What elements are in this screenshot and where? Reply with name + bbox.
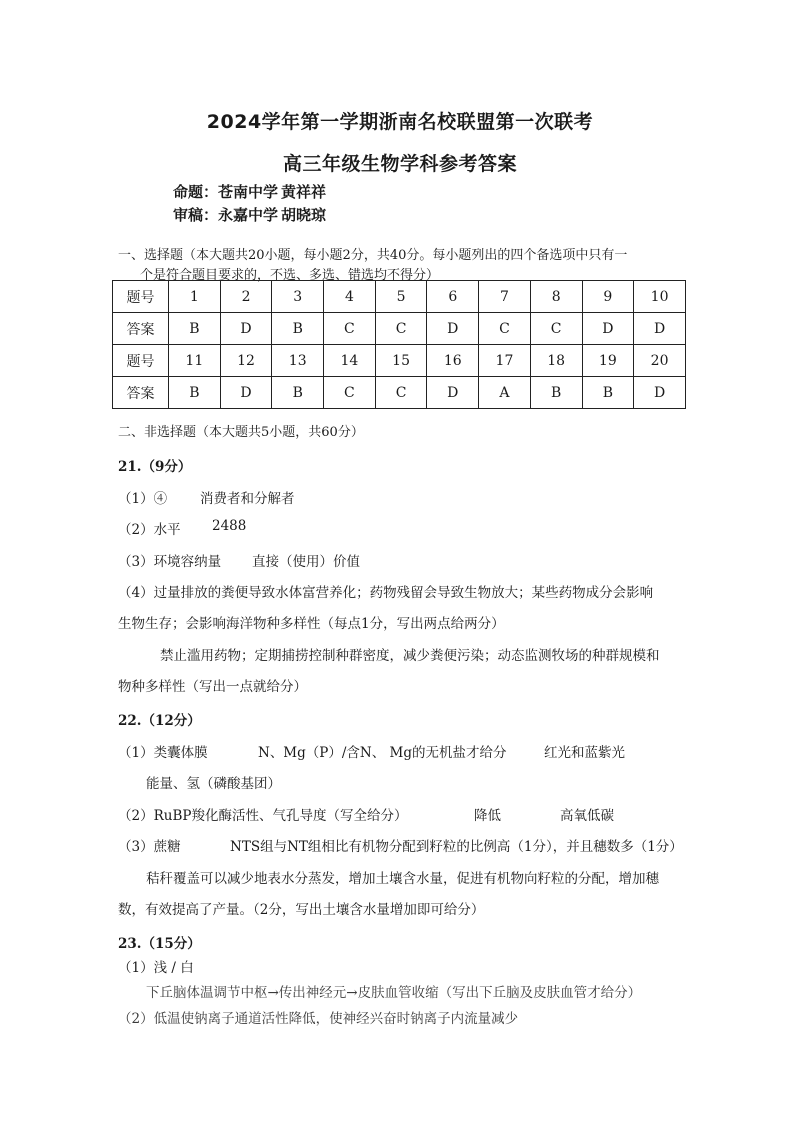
question-number-cell: 6: [427, 281, 479, 313]
answer-cell: B: [169, 313, 221, 345]
question-number-cell: 9: [582, 281, 634, 313]
answer-cell: C: [375, 377, 427, 409]
q22-part2-answer-a: （2）RuBP羧化酶活性、气孔导度（写全给分）: [118, 808, 408, 824]
question-number-cell: 11: [169, 345, 221, 377]
q22-part1-answer-d: 能量、氢（磷酸基团）: [146, 776, 281, 792]
multiple-choice-answer-table: [112, 280, 686, 409]
answer-cell: A: [479, 377, 531, 409]
section1-instructions-line1: 一、选择题（本大题共20小题，每小题2分，共40分。每小题列出的四个备选项中只有一: [118, 248, 628, 263]
q22-part3-answer-b: NTS组与NT组相比有机物分配到籽粒的比例高（1分），并且穗数多（1分）: [230, 839, 683, 855]
question-number-cell: 12: [220, 345, 272, 377]
setter-name: 黄祥祥: [281, 183, 327, 201]
q23-heading: 23.（15分）: [118, 936, 201, 952]
answer-cell: B: [272, 313, 324, 345]
question-number-cell: 20: [634, 345, 686, 377]
answer-cell: D: [220, 377, 272, 409]
section2-title: 二、非选择题（本大题共5小题，共60分）: [118, 425, 364, 440]
q22-part1-answer-c: 红光和蓝紫光: [544, 745, 625, 761]
answer-cell: D: [427, 313, 479, 345]
q23-part2-answer-a: （2）低温使钠离子通道活性降低，使神经兴奋时钠离子内流量减少: [118, 1011, 519, 1027]
q23-part1-answer-b: 下丘脑体温调节中枢→传出神经元→皮肤血管收缩（写出下丘脑及皮肤血管才给分）: [146, 985, 642, 1001]
q21-part1-answer-a: （1）④: [118, 491, 168, 507]
q21-part4-line1: （4）过量排放的粪便导致水体富营养化；药物残留会导致生物放大；某些药物成分会影响: [118, 585, 654, 601]
question-number-cell: 10: [634, 281, 686, 313]
answer-cell: C: [324, 377, 376, 409]
answer-row: [113, 377, 686, 409]
q21-part4-line3: 禁止滥用药物；定期捕捞控制种群密度，减少粪便污染；动态监测牧场的种群规模和: [160, 648, 660, 664]
answer-label: 答案: [113, 377, 169, 409]
answer-cell: D: [634, 377, 686, 409]
document-title: 2024学年第一学期浙南名校联盟第一次联考: [206, 111, 594, 133]
answer-row: [113, 313, 686, 345]
question-number-cell: 18: [530, 345, 582, 377]
answer-cell: B: [530, 377, 582, 409]
q21-part4-line4: 物种多样性（写出一点就给分）: [118, 679, 307, 695]
q22-part1-answer-a: （1）类囊体膜: [118, 745, 208, 761]
question-number-cell: 19: [582, 345, 634, 377]
answer-cell: C: [375, 313, 427, 345]
document-subtitle: 高三年级生物学科参考答案: [282, 153, 517, 175]
q21-part3-answer-b: 直接（使用）价值: [252, 554, 360, 570]
question-number-row: [113, 281, 686, 313]
q23-part1-answer-a: （1）浅 / 白: [118, 960, 194, 976]
q22-part3-answer-a: （3）蔗糖: [118, 839, 181, 855]
q21-part2-answer-b: 2488: [212, 518, 247, 534]
author-line-reviewer: [173, 204, 326, 225]
q21-part3-answer-a: （3）环境容纳量: [118, 554, 222, 570]
answer-cell: B: [272, 377, 324, 409]
setter-role: 命题：苍南中学: [173, 183, 279, 201]
answer-cell: C: [479, 313, 531, 345]
question-number-cell: 2: [220, 281, 272, 313]
question-number-row: [113, 345, 686, 377]
answer-cell: B: [169, 377, 221, 409]
q21-part4-line2: 生物生存；会影响海洋物种多样性（每点1分，写出两点给两分）: [118, 616, 505, 632]
answer-cell: C: [324, 313, 376, 345]
q22-part3-line3: 数，有效提高了产量。（2分，写出土壤含水量增加即可给分）: [118, 902, 485, 918]
question-number-cell: 3: [272, 281, 324, 313]
question-number-cell: 13: [272, 345, 324, 377]
answer-cell: C: [530, 313, 582, 345]
section1-instructions-line2: 个是符合题目要求的，不选、多选、错选均不得分）: [140, 268, 440, 283]
question-number-cell: 8: [530, 281, 582, 313]
reviewer-name: 胡晓琼: [281, 206, 327, 224]
question-number-cell: 15: [375, 345, 427, 377]
question-number-cell: 14: [324, 345, 376, 377]
q21-part1-answer-b: 消费者和分解者: [200, 491, 295, 507]
q22-part3-line2: 秸秆覆盖可以减少地表水分蒸发，增加土壤含水量，促进有机物向籽粒的分配，增加穗: [146, 871, 659, 887]
answer-cell: D: [634, 313, 686, 345]
question-number-label: 题号: [113, 345, 169, 377]
reviewer-role: 审稿：永嘉中学: [173, 206, 279, 224]
q22-part2-answer-c: 高氧低碳: [560, 808, 614, 824]
answer-cell: D: [220, 313, 272, 345]
question-number-cell: 1: [169, 281, 221, 313]
question-number-cell: 7: [479, 281, 531, 313]
q21-heading: 21.（9分）: [118, 459, 192, 475]
answer-cell: D: [427, 377, 479, 409]
q22-part1-answer-b: N、Mg（P）/含N、 Mg的无机盐才给分: [258, 745, 507, 761]
question-number-label: 题号: [113, 281, 169, 313]
answer-label: 答案: [113, 313, 169, 345]
question-number-cell: 17: [479, 345, 531, 377]
question-number-cell: 5: [375, 281, 427, 313]
q22-heading: 22.（12分）: [118, 713, 201, 729]
question-number-cell: 16: [427, 345, 479, 377]
q22-part2-answer-b: 降低: [474, 808, 501, 824]
question-number-cell: 4: [324, 281, 376, 313]
author-line-setter: [173, 181, 326, 202]
q21-part2-answer-a: （2）水平: [118, 522, 181, 538]
answer-cell: D: [582, 313, 634, 345]
answer-cell: B: [582, 377, 634, 409]
